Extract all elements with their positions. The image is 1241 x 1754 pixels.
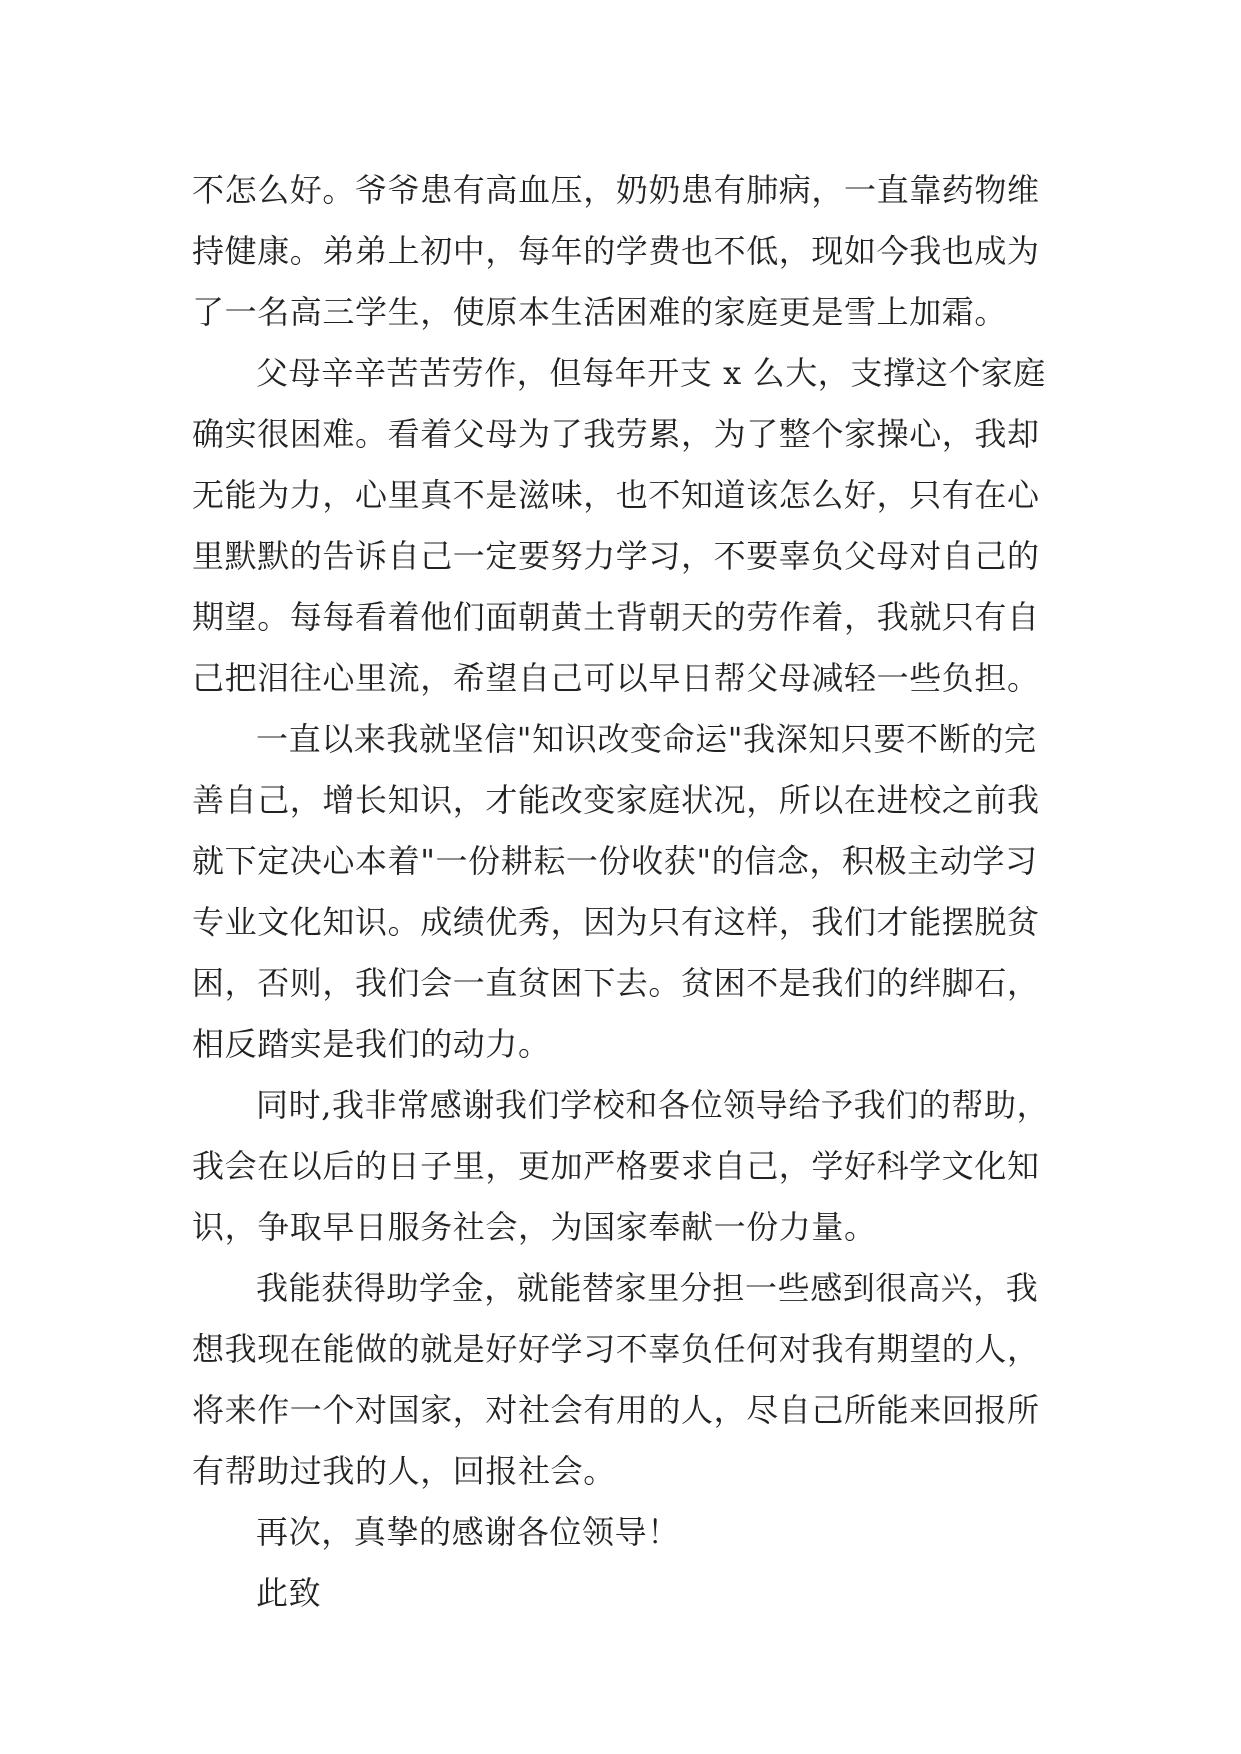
paragraph-start-line: 父母辛辛苦苦劳作，但每年开支 x 么大，支撑这个家庭 <box>256 354 1046 392</box>
text-line: 确实很困难。看着父母为了我劳累，为了整个家操心，我却 <box>192 415 1040 453</box>
paragraph-start-line: 再次，真挚的感谢各位领导！ <box>256 1513 680 1551</box>
text-line: 持健康。弟弟上初中，每年的学费也不低，现如今我也成为 <box>192 232 1040 270</box>
text-line: 困，否则，我们会一直贫困下去。贫困不是我们的绊脚石， <box>192 964 1040 1002</box>
text-line: 识，争取早日服务社会，为国家奉献一份力量。 <box>192 1208 877 1246</box>
text-line: 里默默的告诉自己一定要努力学习，不要辜负父母对自己的 <box>192 537 1040 575</box>
text-line: 了一名高三学生，使原本生活困难的家庭更是雪上加霜。 <box>192 293 1008 331</box>
text-line: 无能为力，心里真不是滋味，也不知道该怎么好，只有在心 <box>192 476 1040 514</box>
paragraph-start-line: 同时,我非常感谢我们学校和各位领导给予我们的帮助， <box>256 1086 1050 1124</box>
text-line: 将来作一个对国家，对社会有用的人，尽自己所能来回报所 <box>192 1391 1040 1429</box>
text-line: 专业文化知识。成绩优秀，因为只有这样，我们才能摆脱贫 <box>192 903 1040 941</box>
text-line: 有帮助过我的人，回报社会。 <box>192 1452 616 1490</box>
text-line: 就下定决心本着"一份耕耘一份收获"的信念，积极主动学习 <box>192 842 1038 880</box>
text-line: 相反踏实是我们的动力。 <box>192 1025 551 1063</box>
letter-body <box>192 160 1062 1624</box>
text-line: 期望。每每看着他们面朝黄土背朝天的劳作着，我就只有自 <box>192 598 1040 636</box>
text-line: 不怎么好。爷爷患有高血压，奶奶患有肺病，一直靠药物维 <box>192 171 1040 209</box>
text-line: 己把泪往心里流，希望自己可以早日帮父母减轻一些负担。 <box>192 659 1040 697</box>
paragraph-start-line: 一直以来我就坚信"知识改变命运"我深知只要不断的完 <box>256 720 1037 758</box>
text-line: 善自己，增长知识，才能改变家庭状况，所以在进校之前我 <box>192 781 1040 819</box>
text-line: 想我现在能做的就是好好学习不辜负任何对我有期望的人， <box>192 1330 1040 1368</box>
text-line: 我会在以后的日子里，更加严格要求自己，学好科学文化知 <box>192 1147 1040 1185</box>
closing-salutation: 此致 <box>256 1574 322 1612</box>
paragraph-start-line: 我能获得助学金，就能替家里分担一些感到很高兴，我 <box>256 1269 1039 1307</box>
